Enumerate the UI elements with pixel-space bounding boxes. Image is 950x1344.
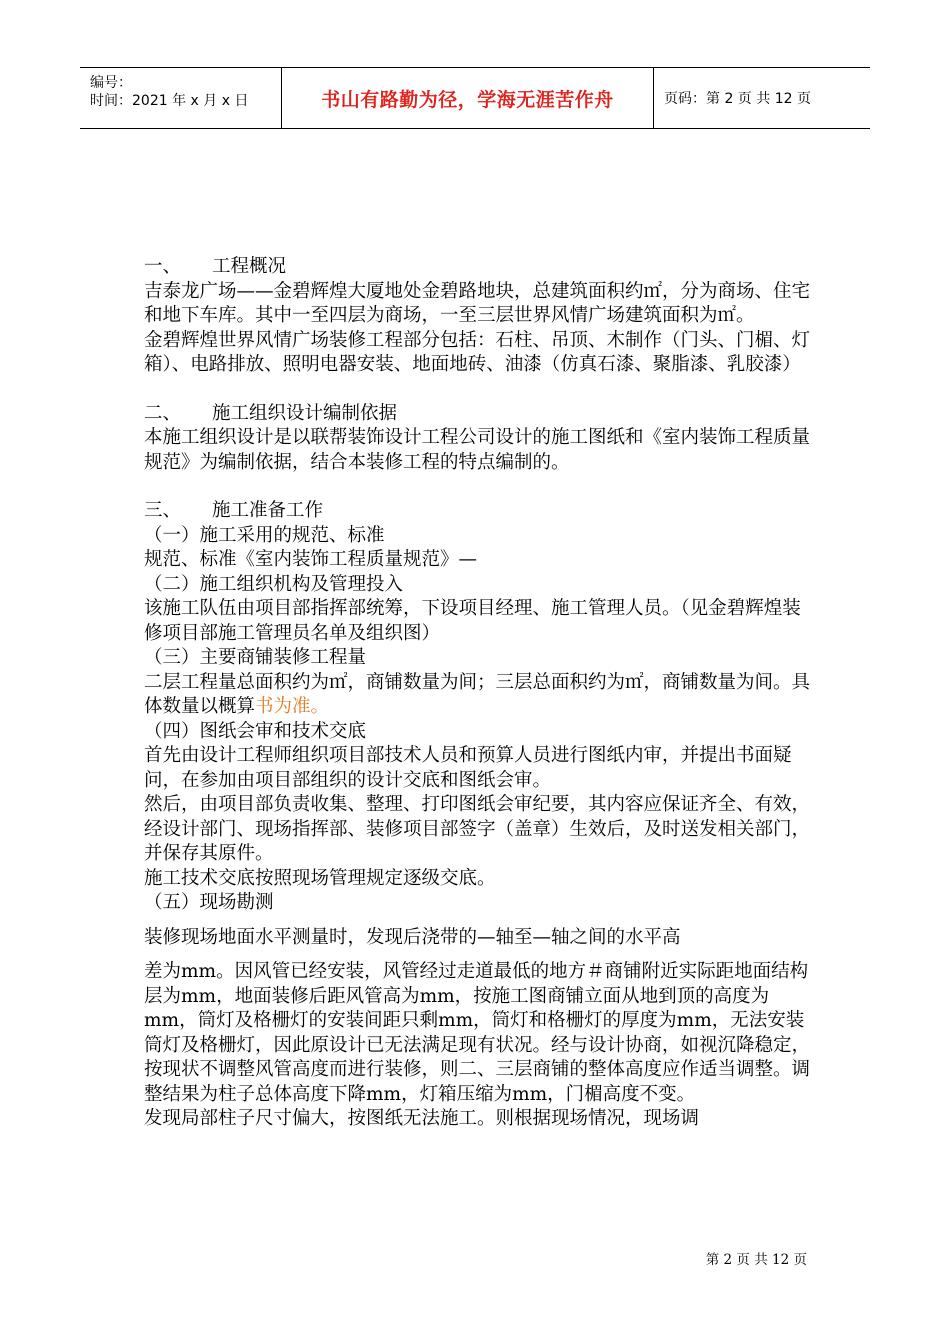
header-meta [80,68,282,128]
section-number: 二、 [144,402,182,424]
document-body [144,255,814,1132]
highlighted-text: 书为准。 [255,696,330,717]
paragraph: 该施工队伍由项目部指挥部统筹，下设项目经理、施工管理人员。（见金碧辉煌装修项目部施工管理员名单及组织图） [144,598,801,644]
section-title: 工程概况 [212,256,287,277]
header-number: 编号： [90,75,132,91]
subsection-title: （四）图纸会审和技术交底 [144,720,367,742]
section-heading-3 [144,499,814,524]
subsection-title: （三）主要商铺装修工程量 [144,647,367,668]
page-header [80,67,870,129]
section-number: 三、 [144,500,182,521]
paragraph: 差为mm。因风管已经安装，风管经过走道最低的地方＃商铺附近实际距地面结构层为mm，地面装修后距风管高为mm，按施工图商铺立面从地到顶的高度为mm，筒灯及格栅灯的安装间距只剩mm，筒灯和格栅灯的厚度为mm，无法安装筒灯及格栅灯，因此原设计已无法满足现有状况。经与设计协商，如视沉降稳定，按现状不调整风管高度而进行装修，则二、三层商铺的整体高度应作适当调整。调整结果为柱子总体高度下降mm，灯箱压缩为mm，门楣高度不变。 [144,961,811,1105]
header-page-number: 页码：第 2 页 共 12 页 [664,91,811,107]
header-time: 时间：2021 年 x 月 x 日 [90,93,249,109]
subsection-title: （一）施工采用的规范、标准 [144,524,385,546]
section-number: 一、 [144,256,182,277]
subsection-title: （五）现场勘测 [144,892,274,913]
paragraph: 吉泰龙广场——金碧辉煌大厦地处金碧路地块，总建筑面积约㎡，分为商场、住宅和地下车库。其中一至四层为商场，一至三层世界风情广场建筑面积为㎡。 [144,280,811,326]
paragraph: 金碧辉煌世界风情广场装修工程部分包括：石柱、吊顶、木制作（门头、门楣、灯箱）、电路排放、照明电器安装、地面地砖、油漆（仿真石漆、聚脂漆、乳胶漆） [144,329,811,375]
paragraph: 然后，由项目部负责收集、整理、打印图纸会审纪要，其内容应保证齐全、有效，经设计部门、现场指挥部、装修项目部签字（盖章）生效后，及时送发相关部门，并保存其原件。 [144,794,811,864]
paragraph: 施工技术交底按照现场管理规定逐级交底。 [144,867,496,889]
paragraph [144,671,814,720]
subsection-title: （二）施工组织机构及管理投入 [144,573,404,595]
section-heading-1 [144,255,814,280]
paragraph: 首先由设计工程师组织项目部技术人员和预算人员进行图纸内审，并提出书面疑问，在参加由项目部组织的设计交底和图纸会审。 [144,745,792,791]
section-title: 施工组织设计编制依据 [212,402,398,424]
section-title: 施工准备工作 [212,500,324,521]
paragraph-text: 二层工程量总面积约为㎡，商铺数量为间；三层总面积约为㎡，商铺数量为间。具体数量以概算 [144,671,811,717]
paragraph: 规范、标准《室内装饰工程质量规范》— [144,549,478,570]
section-heading-2 [144,402,814,427]
paragraph: 装修现场地面水平测量时，发现后浇带的—轴至—轴之间的水平高 [144,926,681,948]
paragraph: 发现局部柱子尺寸偏大，按图纸无法施工。则根据现场情况，现场调 [144,1108,700,1129]
page-footer: 第 2 页 共 12 页 [705,1252,807,1268]
paragraph: 本施工组织设计是以联帮装饰设计工程公司设计的施工图纸和《室内装饰工程质量规范》为编制依据，结合本装修工程的特点编制的。 [144,427,811,473]
header-motto: 书山有路勤为径，学海无涯苦作舟 [282,68,654,128]
